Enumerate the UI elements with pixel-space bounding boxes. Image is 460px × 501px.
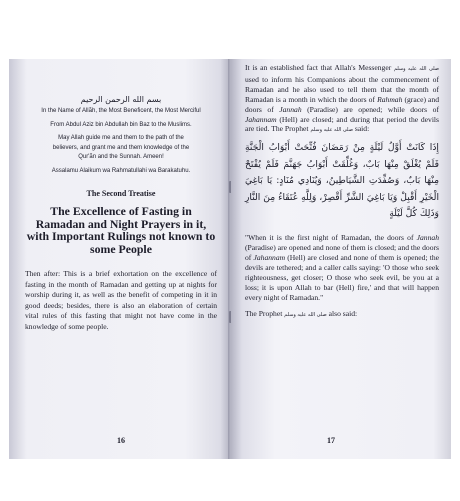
quote-text-1: "When it is the first night of Ramadan, the doors of bbox=[245, 232, 414, 242]
page-number-left: 16 bbox=[117, 436, 125, 445]
intro-text-6: (Hell) are closed; and during that period the devils are tied. The Prophet bbox=[245, 114, 439, 134]
salutation-glyph-1: صلى الله عليه وسلم bbox=[393, 66, 440, 72]
term-jahannam: Jahannam bbox=[245, 114, 277, 124]
intro-text-7: said: bbox=[354, 124, 370, 134]
quote-term-jahannam: Jahannam bbox=[253, 252, 286, 262]
greeting-line: Assalamu Alaikum wa Rahmatullahi wa Barakatuhu. bbox=[51, 167, 191, 174]
intro-text-2: used to inform his Companions about the commencement of Ramadan and he bbox=[245, 74, 439, 94]
intro-text-3: also used to tell them that the month of Ramadan is a month in which the doors of bbox=[245, 84, 440, 104]
intro-text-5: (Paradise) are opened; while doors of bbox=[307, 104, 439, 114]
prayer-line-3: Qur'ãn and the Sunnah. Ameen! bbox=[78, 154, 164, 160]
term-rahmah: Rahmah bbox=[377, 94, 403, 104]
bismillah-translation: In the Name of Allãh, the Most Beneficent, the Most Merciful bbox=[41, 108, 201, 114]
closing-line bbox=[245, 309, 439, 320]
closing-text-2: also said: bbox=[328, 308, 358, 318]
quote-text-3: (Hell) are closed and none of them is opened; the devils are tethered; and a caller calls saying: 'O those who seek righteousness, get closer; O those who seek evil, be you at a loss; it is upon Allah to bar (Hell) fire,' and that will happen every night of Ramadan." bbox=[245, 252, 439, 302]
left-body-paragraph: Then after: This is a brief exhortation on the excellence of fasting in the month of Ramadan and getting up at nights for worship during it, as well as the benefit of competing in it in good deeds; besides, there is also an elaboration of certain vital rules of this fasting that might not have come in the knowledge of some people. bbox=[25, 269, 217, 331]
prayer-line-2: believers, and grant me and them knowledge of the bbox=[52, 144, 190, 151]
salutation-glyph-2: صلى الله عليه وسلم bbox=[310, 127, 353, 134]
quote-term-jannah: Jannah bbox=[416, 232, 439, 242]
right-page bbox=[231, 59, 451, 459]
treatise-label: The Second Treatise bbox=[86, 189, 156, 198]
term-jannah: Jannah bbox=[279, 104, 302, 114]
page-number-right: 17 bbox=[327, 436, 335, 445]
right-intro-paragraph bbox=[245, 63, 439, 136]
hadith-translation bbox=[245, 233, 439, 303]
prayer-line-1: May Allah guide me and them to the path of the bbox=[58, 135, 184, 141]
open-booklet bbox=[9, 59, 451, 459]
salutation-glyph-3: صلى الله عليه وسلم bbox=[284, 311, 327, 318]
chapter-title: The Excellence of Fasting in Ramadan and Night Prayers in it, with Important Rulings not known to some People bbox=[26, 204, 216, 256]
intro-text-1: It is an established fact that Allah's Messenger bbox=[245, 63, 392, 72]
intro-text-4: (grace) and doors of bbox=[245, 94, 440, 114]
author-line: From Abdul Aziz bin Abdullah bin Baz to the Muslims. bbox=[50, 121, 192, 128]
arabic-hadith-text: إِذَا كَانَتْ أَوَّلُ لَيْلَةٍ مِنْ رَمَضَانَ فُتِّحَتْ أَبْوَابُ الْجَنَّةِ فَلَمْ يُغْلَقْ مِنْهَا بَابٌ، وَغُلِّقَتْ أَبْوَابُ جَهَنَّمَ فَلَمْ يُفْتَحْ مِنْهَا بَابٌ، وَصُفِّدَتِ الشَّيَاطِينُ، وَيُنَادِي مُنَادٍ: يَا بَاغِيَ الْخَيْرِ أَقْبِلْ وَيَا بَاغِيَ الشَّرِّ أَقْصِرْ، وَلِلَّهِ عُتَقَاءُ مِنَ النَّارِ وَذَلِكَ كُلَّ لَيْلَةٍ bbox=[245, 142, 439, 220]
closing-text-1: The Prophet bbox=[245, 308, 283, 318]
salutation-block bbox=[25, 95, 217, 175]
quote-text-2: (Paradise) are opened and none of them is closed; and the doors of bbox=[245, 242, 439, 262]
bismillah-heading: بسم الله الرحمن الرحيم bbox=[80, 95, 162, 104]
left-page bbox=[9, 59, 229, 459]
